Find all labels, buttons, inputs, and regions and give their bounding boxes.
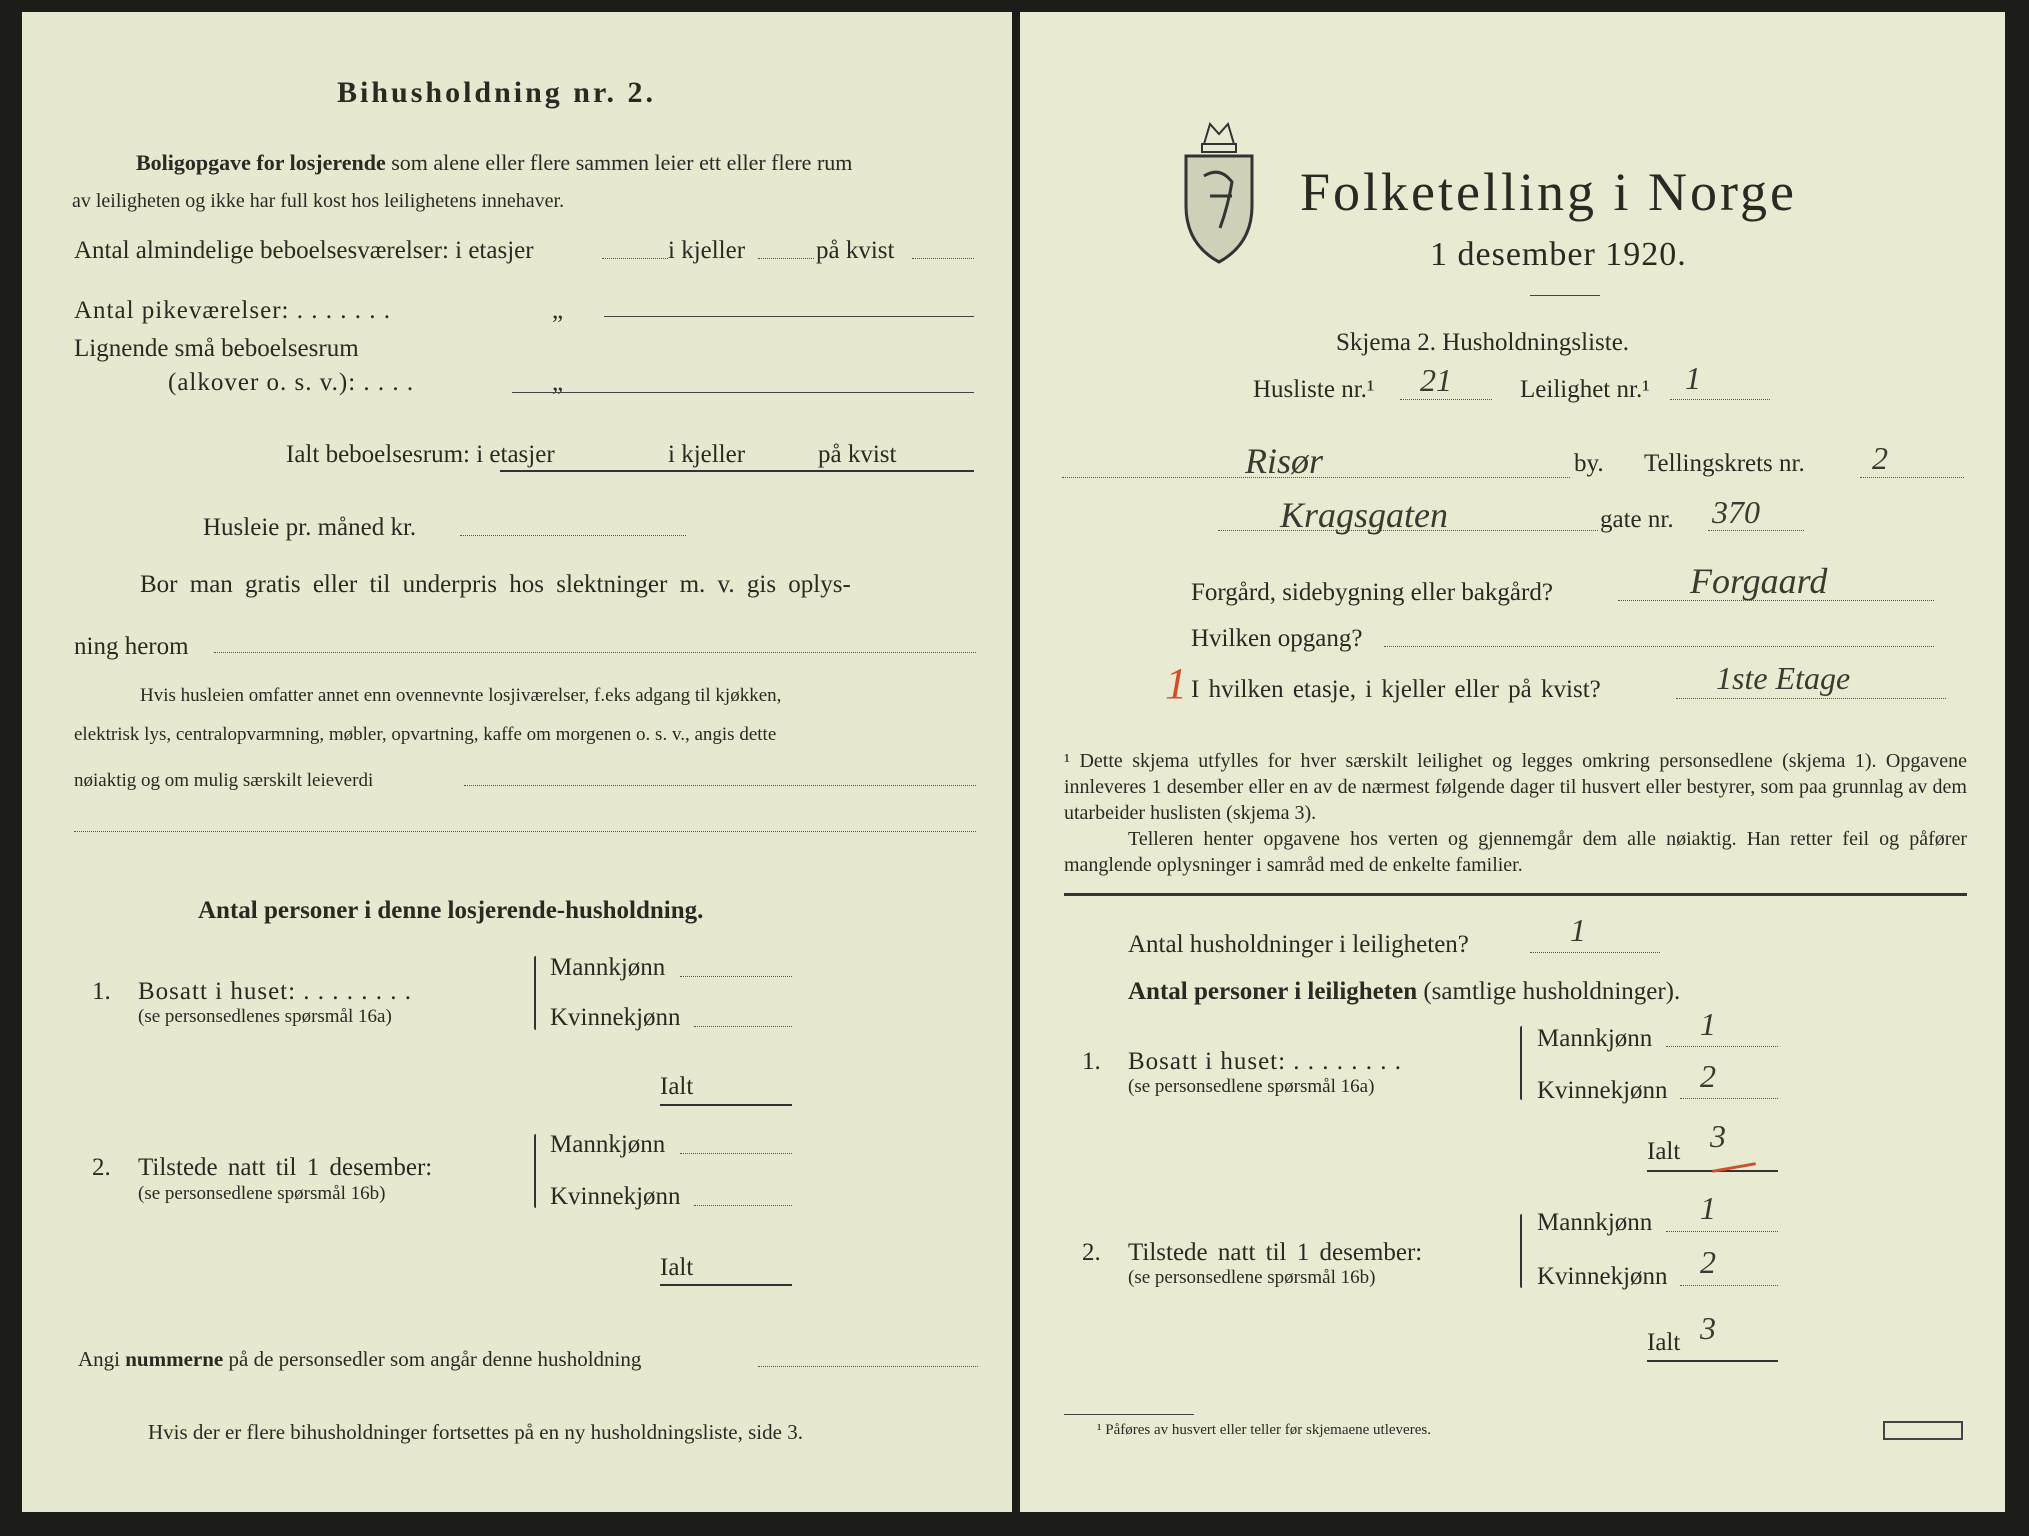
- free-text-2: ning herom: [74, 633, 189, 660]
- yard-value: Forgaard: [1690, 561, 1828, 601]
- q1-total-value: 3: [1710, 1118, 1726, 1154]
- numbers-text-a: Angi: [78, 1347, 120, 1371]
- households-label: Antal husholdninger i leiligheten?: [1128, 931, 1469, 958]
- footnote: ¹ Påføres av husvert eller teller før skjemaene utleveres.: [1097, 1422, 1431, 1438]
- q2-male-value: 1: [1700, 1190, 1716, 1226]
- free-text: Bor man gratis eller til underpris hos slektninger m. v. gis oplys-: [140, 571, 851, 598]
- house-list-label: Husliste nr.¹: [1253, 376, 1375, 403]
- apartment-label: Leilighet nr.¹: [1520, 376, 1650, 403]
- main-title: Folketelling i Norge: [1300, 162, 1797, 222]
- persons-heading-rest: (samtlige husholdninger).: [1423, 978, 1681, 1005]
- floor-value: 1ste Etage: [1716, 660, 1851, 696]
- street-value: Kragsgaten: [1280, 495, 1449, 535]
- ditto-mark: „: [552, 369, 564, 396]
- numbers-text-c: på de personsedler som angår denne husholdning: [228, 1347, 642, 1371]
- district-value: 2: [1872, 440, 1888, 476]
- q1-male-value: 1: [1700, 1006, 1716, 1042]
- printer-stamp-icon: [1883, 1421, 1963, 1440]
- cellar-label: i kjeller: [668, 237, 746, 264]
- total-label: Ialt: [1647, 1329, 1681, 1356]
- total-label: Ialt: [1647, 1138, 1681, 1165]
- left-title: Bihusholdning nr. 2.: [337, 76, 657, 109]
- alcoves-label: (alkover o. s. v.): . . . .: [168, 369, 415, 396]
- q2-label: Tilstede natt til 1 desember:: [1128, 1239, 1423, 1266]
- q1-sub: (se personsedlene spørsmål 16a): [1128, 1076, 1375, 1097]
- total-label: Ialt: [660, 1073, 694, 1100]
- extra-text-2: elektrisk lys, centralopvarmning, møbler, opvartning, kaffe om morgenen o. s. v., angis dette: [74, 724, 777, 745]
- q1-number: 1.: [1082, 1048, 1101, 1075]
- female-label: Kvinnekjønn: [1537, 1077, 1668, 1104]
- district-label: Tellingskrets nr.: [1644, 450, 1805, 477]
- continue-text: Hvis der er flere bihusholdninger fortsettes på en ny husholdningsliste, side 3.: [148, 1420, 803, 1444]
- female-label: Kvinnekjønn: [1537, 1263, 1668, 1290]
- street-label: gate nr.: [1600, 506, 1674, 533]
- coat-of-arms-icon: [1180, 116, 1258, 266]
- households-value: 1: [1570, 912, 1586, 948]
- census-date: 1 desember 1920.: [1430, 236, 1687, 273]
- numbers-text-b: nummerne: [125, 1347, 224, 1371]
- schema-title: Skjema 2. Husholdningsliste.: [1336, 329, 1630, 356]
- persons-heading: Antal personer i leiligheten: [1128, 978, 1418, 1005]
- q1-label: Bosatt i huset: . . . . . . . .: [138, 978, 413, 1005]
- intro-line2: av leiligheten og ikke har full kost hos leilighetens innehaver.: [72, 190, 565, 212]
- q1-number: 1.: [92, 978, 111, 1005]
- male-label: Mannkjønn: [550, 954, 666, 981]
- rent-label: Husleie pr. måned kr.: [203, 514, 417, 541]
- house-list-value: 21: [1420, 362, 1452, 398]
- instruction-note-1: ¹ Dette skjema utfylles for hver særskilt leilighet og legges omkring personsedlene (skjema 1). Opgavene innleveres 1 desember eller en av de nærmest følgende dager til husvert eller bestyrer, som paa grunnlag av dem utarbeider huslisten (skjema 3).: [1064, 750, 1967, 824]
- rooms-label: Antal almindelige beboelsesværelser: i etasjer: [74, 237, 534, 264]
- q1-label: Bosatt i huset: . . . . . . . .: [1128, 1048, 1403, 1075]
- q2-number: 2.: [92, 1154, 111, 1181]
- q1-sub: (se personsedlenes spørsmål 16a): [138, 1006, 392, 1027]
- persons-heading: Antal personer i denne losjerende-husholdning.: [198, 897, 704, 924]
- total-label: Ialt: [660, 1254, 694, 1281]
- floor-label: I hvilken etasje, i kjeller eller på kvist?: [1191, 676, 1601, 703]
- town-label: by.: [1574, 450, 1604, 477]
- ditto-mark: „: [552, 297, 564, 324]
- instruction-note-2: Telleren henter opgavene hos verten og gjennemgår dem alle nøiaktig. Han retter feil og påfører manglende oplysninger i samråd med de enkelte familier.: [1064, 828, 1967, 876]
- extra-text-1: Hvis husleien omfatter annet enn ovennevnte losjiværelser, f.eks adgang til kjøkken,: [140, 685, 782, 706]
- male-label: Mannkjønn: [550, 1131, 666, 1158]
- town-value: Risør: [1245, 441, 1324, 481]
- entrance-label: Hvilken opgang?: [1191, 625, 1363, 652]
- intro-bold: Boligopgave for losjerende: [136, 150, 386, 175]
- apartment-value: 1: [1685, 360, 1701, 396]
- extra-text-3: nøiaktig og om mulig særskilt leieverdi: [74, 770, 374, 791]
- q2-sub: (se personsedlene spørsmål 16b): [1128, 1267, 1376, 1288]
- attic-label: på kvist: [816, 237, 895, 264]
- q2-total-value: 3: [1700, 1310, 1716, 1346]
- cellar-label: i kjeller: [668, 441, 746, 468]
- q2-label: Tilstede natt til 1 desember:: [138, 1154, 433, 1181]
- q2-sub: (se personsedlene spørsmål 16b): [138, 1183, 386, 1204]
- floor-correction-mark: 1: [1165, 659, 1187, 708]
- yard-label: Forgård, sidebygning eller bakgård?: [1191, 579, 1553, 606]
- small-rooms-label: Lignende små beboelsesrum: [74, 335, 359, 362]
- q2-number: 2.: [1082, 1239, 1101, 1266]
- female-label: Kvinnekjønn: [550, 1004, 681, 1031]
- q1-female-value: 2: [1700, 1058, 1716, 1094]
- female-label: Kvinnekjønn: [550, 1183, 681, 1210]
- male-label: Mannkjønn: [1537, 1209, 1653, 1236]
- attic-label: på kvist: [818, 441, 897, 468]
- male-label: Mannkjønn: [1537, 1025, 1653, 1052]
- intro-text: som alene eller flere sammen leier ett eller flere rum: [391, 150, 853, 175]
- maid-rooms-label: Antal pikeværelser: . . . . . . .: [74, 297, 391, 324]
- total-rooms-label: Ialt beboelsesrum: i etasjer: [286, 441, 555, 468]
- q2-female-value: 2: [1700, 1244, 1716, 1280]
- street-number: 370: [1712, 494, 1760, 530]
